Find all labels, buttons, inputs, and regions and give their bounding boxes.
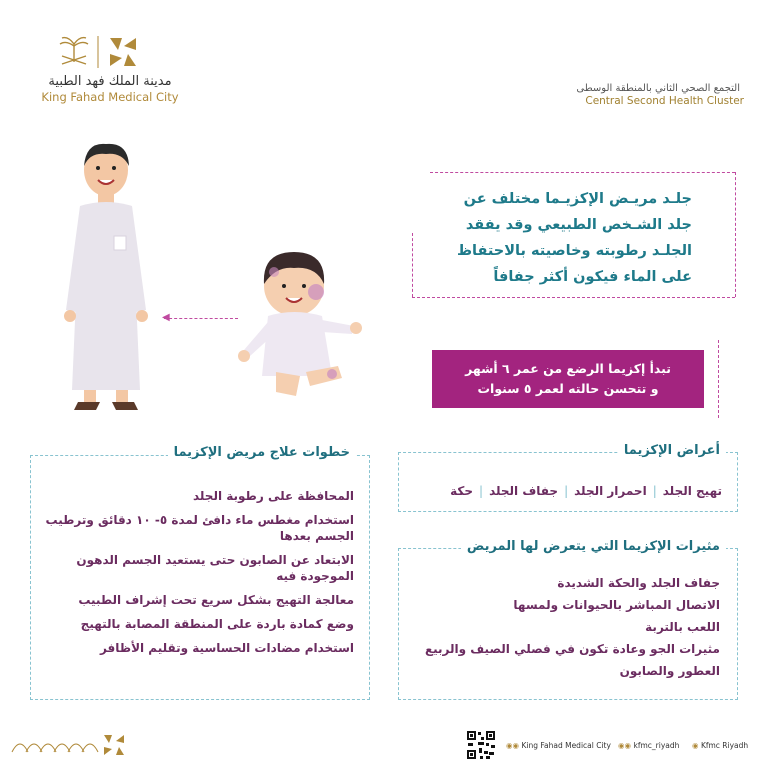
- man-illustration: [56, 140, 156, 415]
- treatment-item: استخدام مغطس ماء دافئ لمدة ٥- ١٠ دقائق وترطيب الجسم بعدها: [45, 513, 354, 543]
- separator: |: [479, 484, 484, 498]
- intro-line: جلـد مريـض الإكزيـما مختلف عن: [463, 191, 692, 207]
- trigger-item: العطور والصابون: [619, 664, 720, 678]
- intro-line: الجلـد رطوبته وخاصيته بالاحتفاظ: [456, 243, 692, 259]
- trigger-item: مثيرات الجو وعادة تكون في فصلي الصيف والربيع: [424, 642, 720, 656]
- separator: |: [564, 484, 569, 498]
- separator: |: [652, 484, 657, 498]
- web-icon: ◉◉: [506, 741, 520, 750]
- triggers-list: [400, 575, 720, 685]
- footer-handle-1[interactable]: [618, 741, 679, 750]
- footer-handle-2[interactable]: [692, 741, 748, 750]
- treatment-item: وضع كمادة باردة على المنطقة المصابة بالتهيج: [80, 617, 354, 631]
- infant-note-line2: و تتحسن حالته لعمر ٥ سنوات: [477, 381, 659, 396]
- trigger-item: جفاف الجلد والحكة الشديدة: [557, 576, 720, 590]
- triggers-title: مثيرات الإكزيما التي يتعرض لها المريض: [461, 539, 726, 554]
- intro-frame-bottom: [412, 297, 735, 298]
- symptom-item: حكة: [450, 484, 474, 498]
- social-icons: ◉◉: [618, 741, 632, 750]
- intro-frame-top: [430, 172, 735, 173]
- intro-line: جلد الشـخص الطبيعي وقد يفقد: [465, 217, 692, 233]
- symptoms-panel: [398, 452, 738, 512]
- infant-note-connector: [718, 340, 719, 418]
- treatment-item: استخدام مضادات الحساسية وتقليم الأظافر: [99, 641, 354, 655]
- kfmc-logo: [52, 32, 144, 72]
- footer-pattern: [8, 732, 128, 758]
- symptom-item: جفاف الجلد: [489, 484, 559, 498]
- symptom-item: احمرار الجلد: [574, 484, 647, 498]
- infant-note-line1: تبدأ إكزيما الرضع من عمر ٦ أشهر: [465, 361, 671, 376]
- pointer-arrow-line: [164, 318, 238, 319]
- cluster-name-arabic: التجمع الصحي الثاني بالمنطقة الوسطى: [576, 83, 740, 94]
- symptoms-title: أعراض الإكزيما: [618, 443, 726, 458]
- symptoms-row: [450, 484, 722, 498]
- social-icons-2: ◉: [692, 741, 699, 750]
- arrow-head-icon: ◀: [162, 312, 170, 323]
- handle1-label: kfmc_riyadh: [633, 741, 680, 750]
- org-name-english: King Fahad Medical City: [41, 90, 179, 104]
- handle2-label: Kfmc Riyadh: [700, 741, 749, 750]
- org-name-arabic: مدينة الملك فهد الطبية: [48, 74, 172, 89]
- treatment-item: المحافظة على رطوبة الجلد: [192, 489, 354, 503]
- intro-text: [382, 186, 692, 290]
- cluster-name-english: Central Second Health Cluster: [585, 95, 744, 107]
- treatment-item: الابتعاد عن الصابون حتى يستعيد الجسم الدهون الموجودة فيه: [76, 553, 354, 583]
- baby-illustration: [236, 246, 366, 406]
- qr-code[interactable]: [466, 730, 496, 760]
- website-label: King Fahad Medical City: [521, 741, 611, 750]
- intro-frame-right: [735, 172, 736, 297]
- treatment-item: معالجة التهيج بشكل سريع تحت إشراف الطبيب: [78, 593, 354, 607]
- intro-line: على الماء فيكون أكثر جفافاً: [493, 269, 692, 285]
- infant-eczema-note: [432, 350, 704, 408]
- trigger-item: اللعب بالتربة: [645, 620, 720, 634]
- trigger-item: الاتصال المباشر بالحيوانات ولمسها: [513, 598, 720, 612]
- symptom-item: تهيج الجلد: [662, 484, 722, 498]
- treatment-title: خطوات علاج مريض الإكزيما: [168, 445, 356, 460]
- footer-website[interactable]: [506, 741, 611, 750]
- treatment-list: [34, 488, 354, 664]
